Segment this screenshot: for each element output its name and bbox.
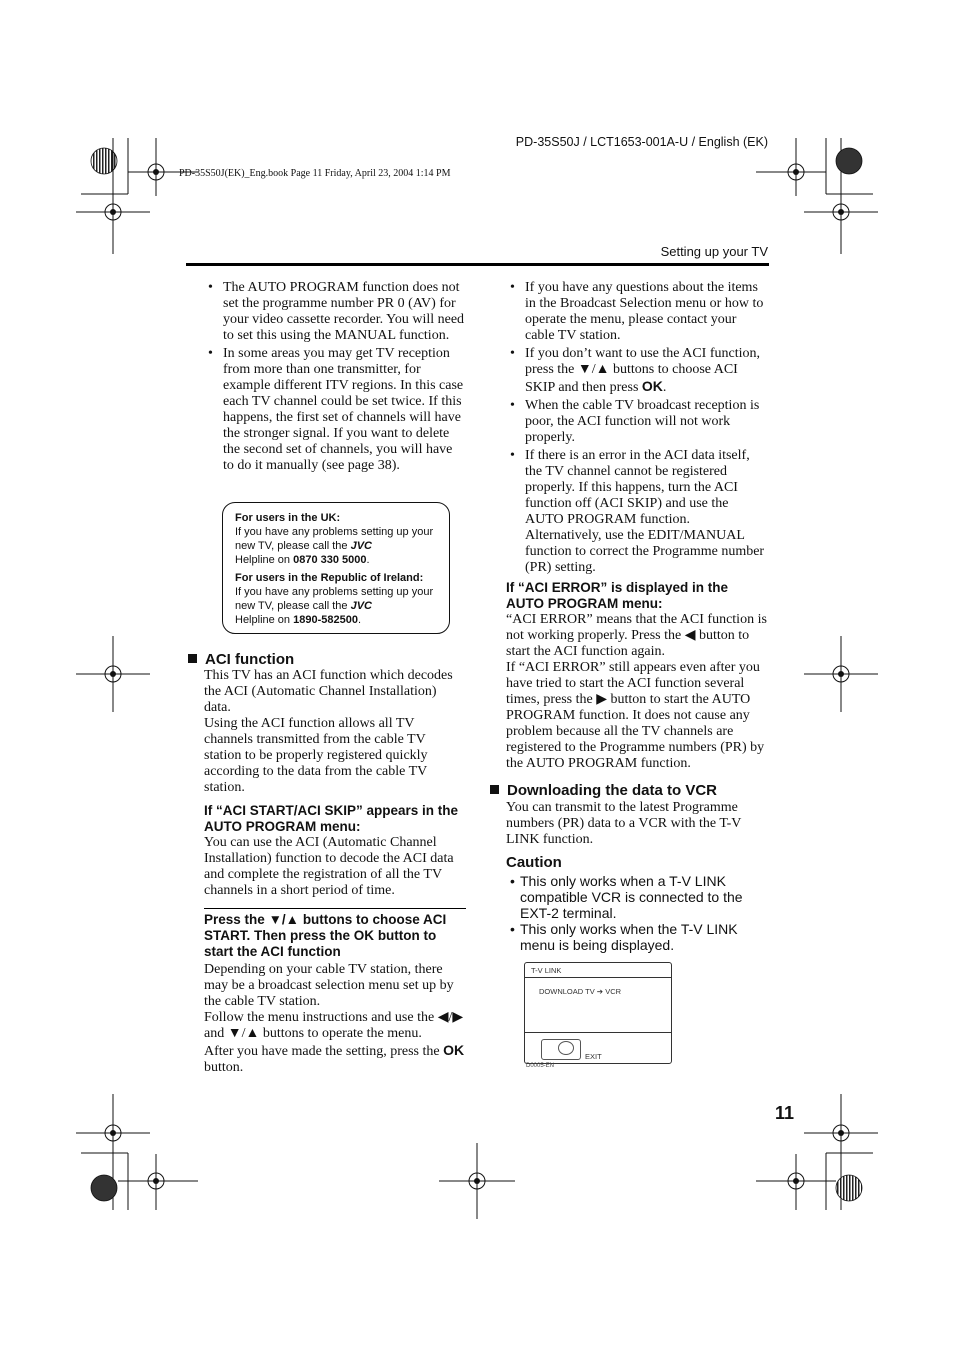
- aci-start-heading: If “ACI START/ACI SKIP” appears in the AUTO PROGRAM menu:: [204, 803, 459, 834]
- ok-icon: OK: [443, 1042, 465, 1058]
- book-info: PD-35S50J(EK)_Eng.book Page 11 Friday, April 23, 2004 1:14 PM: [179, 168, 451, 179]
- aci-paragraph-2: Using the ACI function allows all TV channels transmitted from the cable TV station to be properly registered quickly according to the data from the cable TV station.: [204, 716, 428, 795]
- left-bullet-list: [204, 280, 466, 474]
- uk-number: 0870 330 5000: [293, 554, 367, 566]
- aci-function-heading: ACI function: [188, 651, 294, 669]
- left-column: [204, 280, 466, 476]
- ie-text: If you have any problems setting up your new TV, please call the JVC: [235, 586, 434, 612]
- right-column: [506, 280, 768, 578]
- ie-number: 1890-582500: [293, 614, 358, 626]
- aci-error-paragraph-1: “ACI ERROR” means that the ACI function is not working properly. Press the ◀ button to start the ACI function again.: [506, 612, 767, 659]
- step-body: [204, 962, 466, 1076]
- downloading-text: You can transmit to the latest Programme numbers (PR) data to a VCR with the T-V LINK function.: [506, 800, 742, 847]
- list-item: • When the cable TV broadcast reception is poor, the ACI function will not work properly.: [506, 398, 768, 446]
- caution-heading: Caution: [506, 854, 562, 871]
- right-bullet-list: [506, 280, 768, 576]
- header-rule: [186, 263, 769, 266]
- caution-list: [506, 873, 768, 955]
- uk-text: If you have any problems setting up your new TV, please call the JVC: [235, 526, 434, 552]
- list-item: • If there is an error in the ACI data itself, the TV channel cannot be registered properly. If this happens, turn the ACI function off (ACI SKIP) and use the AUTO PROGRAM function. Alternatively, use the EDIT/MANUAL function to correct the Programme number (PR) setting.: [506, 448, 768, 576]
- uk-title: For users in the UK:: [235, 512, 341, 524]
- ok-icon: OK: [353, 928, 375, 943]
- down-up-arrows-icon: ▼/▲: [227, 1026, 260, 1041]
- screen-item: DOWNLOAD TV ➔ VCR: [539, 987, 622, 996]
- square-bullet-icon: [490, 785, 499, 794]
- helpline-box: [222, 502, 450, 634]
- step-rule: [204, 908, 466, 909]
- doc-code: PD-35S50J / LCT1653-001A-U / English (EK): [515, 135, 768, 149]
- step-instruction: Press the ▼/▲ buttons to choose ACI START. Then press the OK button to start the ACI function: [204, 912, 447, 959]
- list-item: • In some areas you may get TV reception from more than one transmitter, for example different ITV regions. In this case each TV channel could be set twice. If this happens, the first set of channels will have the stronger signal. If you want to delete the second set of channels, you will have to do it manually (see page 38).: [204, 346, 466, 474]
- left-right-arrows-icon: ◀/▶: [437, 1010, 464, 1025]
- tv-link-screen: [524, 962, 672, 1064]
- depending-paragraph: Depending on your cable TV station, there may be a broadcast selection menu set up by the cable TV station.: [204, 962, 454, 1009]
- aci-start-text: You can use the ACI (Automatic Channel Installation) function to decode the ACI data and complete the registration of all the TV channels in a short period of time.: [204, 835, 454, 898]
- right-arrow-icon: ▶: [596, 692, 607, 707]
- ok-icon: OK: [641, 378, 663, 394]
- list-item: • The AUTO PROGRAM function does not set the programme number PR 0 (AV) for your video cassette recorder. You will need to set this using the MANUAL function.: [204, 280, 466, 344]
- list-item: • If you have any questions about the items in the Broadcast Selection menu or how to operate the menu, please contact your cable TV station.: [506, 280, 768, 344]
- screen-code: D0005-EN: [526, 1063, 555, 1069]
- list-item: • This only works when a T-V LINK compatible VCR is connected to the EXT-2 terminal.: [506, 873, 768, 921]
- follow-paragraph: Follow the menu instructions and use the ◀/▶ and ▼/▲ buttons to operate the menu.: [204, 1010, 464, 1041]
- page-number: 11: [774, 1103, 794, 1123]
- uk-helpline: Helpline on 0870 330 5000.: [235, 554, 370, 566]
- arrow-right-icon: ➔: [596, 987, 604, 996]
- ie-helpline: Helpline on 1890-582500.: [235, 614, 362, 626]
- ie-title: For users in the Republic of Ireland:: [235, 572, 424, 584]
- jvc-logo: JVC: [350, 540, 372, 552]
- left-arrow-icon: ◀: [684, 628, 696, 643]
- aci-paragraph-1: This TV has an ACI function which decodes the ACI (Automatic Channel Installation) data.: [204, 668, 453, 715]
- exit-button-icon: [558, 1041, 574, 1055]
- down-up-arrows-icon: ▼/▲: [577, 362, 610, 377]
- jvc-logo: JVC: [350, 600, 372, 612]
- aci-function-body: [204, 668, 466, 796]
- section-header: Setting up your TV: [660, 244, 768, 259]
- screen-exit-label: EXIT: [585, 1052, 602, 1061]
- aci-error-paragraph-2: If “ACI ERROR” still appears even after you have tried to start the ACI function several times, press the ▶ button to start the AUTO PROGRAM function. It does not cause any problem because all the TV channels are registered to the Programme numbers (PR) by the AUTO PROGRAM function.: [506, 660, 765, 771]
- downloading-heading: Downloading the data to VCR: [490, 782, 717, 800]
- list-item: • This only works when the T-V LINK menu is being displayed.: [506, 921, 768, 953]
- list-item: • If you don’t want to use the ACI function, press the ▼/▲ buttons to choose ACI SKIP and then press OK.: [506, 346, 768, 396]
- aci-error-heading: If “ACI ERROR” is displayed in the AUTO PROGRAM menu:: [506, 580, 729, 611]
- aci-error-body: [506, 612, 768, 772]
- screen-title: T-V LINK: [531, 966, 562, 975]
- square-bullet-icon: [188, 654, 197, 663]
- after-paragraph: After you have made the setting, press the OK button.: [204, 1042, 465, 1075]
- down-up-arrows-icon: ▼/▲: [268, 912, 300, 927]
